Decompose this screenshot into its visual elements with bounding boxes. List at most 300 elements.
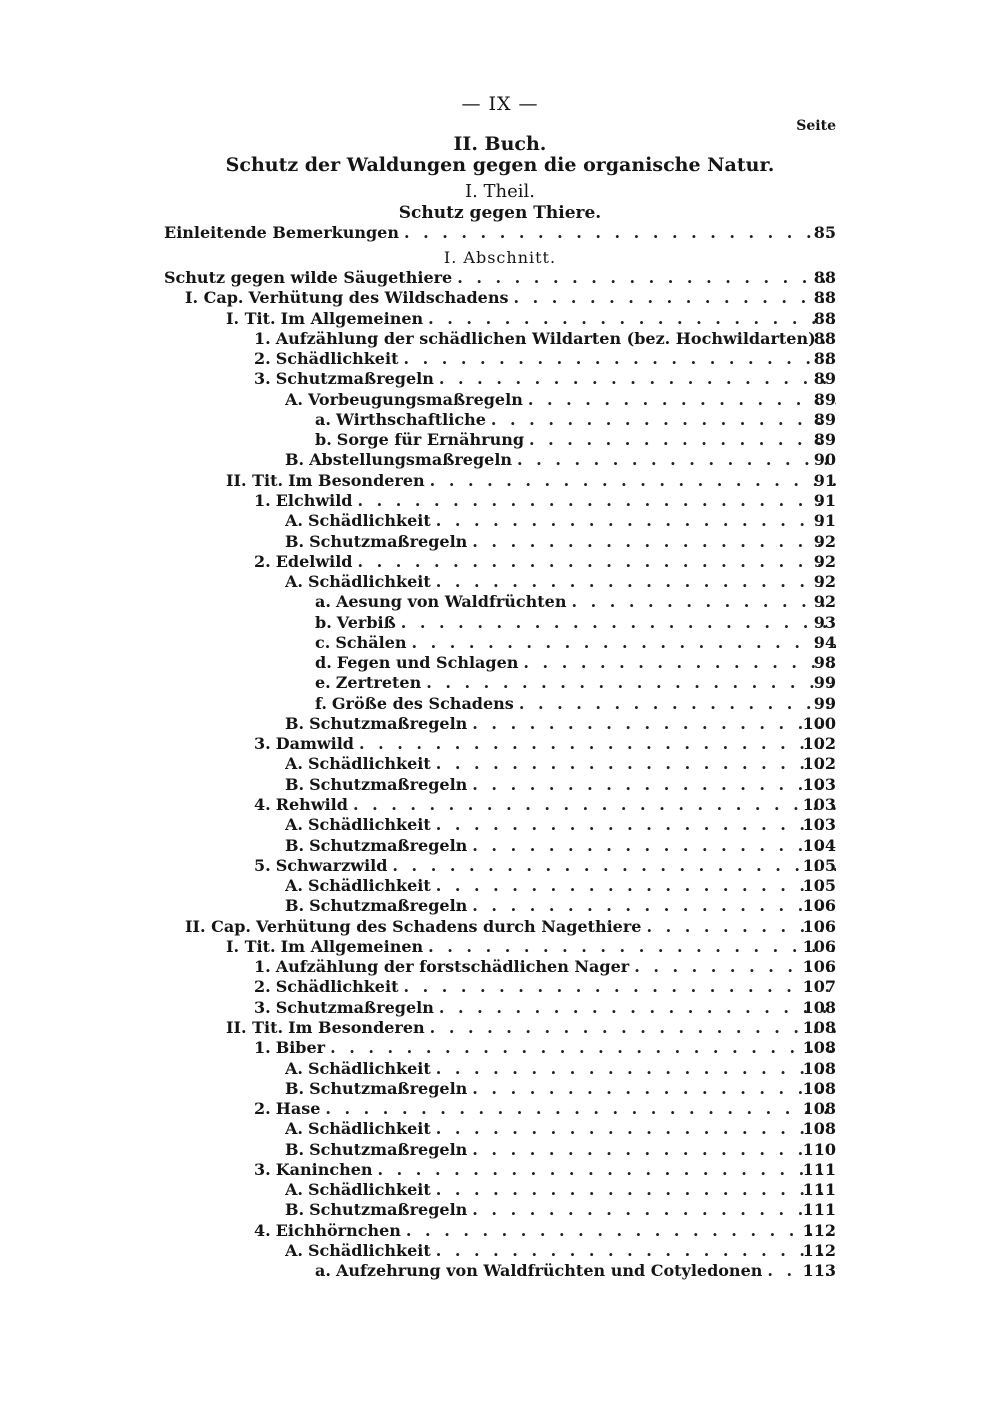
toc-entry-number: 3. [254,369,271,389]
toc-row [0,733,1000,753]
toc-entry [254,1220,836,1240]
toc-entry-label: Schädlichkeit [307,1119,431,1139]
toc-entry-label: Kaninchen [275,1159,373,1179]
toc-page-number: 108 [802,1099,836,1119]
toc-row [0,875,1000,895]
toc-entry-number: B. [285,531,305,551]
toc-entry [254,368,836,388]
toc-entry-label: Schädlichkeit [307,1058,431,1078]
toc-page-number: 106 [802,896,836,916]
toc-entry-number: A. [285,876,303,896]
toc-entry [254,794,836,814]
toc-entry-label: Schutzmaßregeln [275,369,434,389]
dot-leader [436,512,836,530]
dot-leader [436,1060,836,1078]
toc-entry-label: Schädlichkeit [275,349,399,369]
dot-leader [517,451,836,469]
toc-entry-label: Zertreten [335,673,422,693]
toc-page-number: 94 [813,632,836,652]
toc-page-number: 88 [813,349,836,369]
toc-entry-number: a. [315,1261,331,1281]
toc-page-number: 92 [813,551,836,571]
toc-entry [315,693,836,713]
dot-leader [457,269,836,287]
toc-entry [285,1058,836,1078]
toc-entry [254,1037,836,1057]
toc-entry-number: 4. [254,1220,271,1240]
toc-entry-number: 3. [254,997,271,1017]
toc-entry [254,348,836,368]
toc-entry [285,1078,836,1098]
toc-page-number: 103 [802,815,836,835]
dot-leader [353,796,836,814]
dot-leader [403,978,836,996]
toc-entry [315,632,836,652]
toc-row [0,1058,1000,1078]
toc-page-number: 98 [813,653,836,673]
heading-theil: I. Theil. [464,181,536,202]
toc-page-number: 88 [813,328,836,348]
toc-page-number: 99 [813,673,836,693]
toc-entry-label: Aesung von Waldfrüchten [335,592,567,612]
toc-entry-number: 3. [254,734,271,754]
toc-page-number: 102 [802,734,836,754]
dot-leader [430,472,836,490]
dot-leader [472,1080,836,1098]
toc-page-number: 91 [813,470,836,490]
heading-buch: II. Buch. [453,133,547,155]
toc-entry-number: B. [285,450,305,470]
toc-entry-label: Aufzählung der forstschädlichen Nager [275,957,630,977]
toc-page-number: 88 [813,288,836,308]
dot-leader [472,715,836,733]
toc-entry-number: 2. [254,977,271,997]
toc-entry-number: A. [285,1180,303,1200]
toc-page-number: 111 [802,1200,836,1220]
toc-entry-number: I. Cap. [185,288,244,308]
dot-leader [412,634,837,652]
dot-leader [436,877,836,895]
toc-page-number: 92 [813,572,836,592]
dot-leader [428,938,836,956]
dot-leader [330,1039,836,1057]
toc-page-number: 91 [813,490,836,510]
toc-entry [285,510,836,530]
toc-row [0,1078,1000,1098]
toc-entry-number: I. Tit. [226,936,276,956]
dot-leader [439,370,836,388]
toc-page-number: 89 [813,409,836,429]
dot-leader [472,533,836,551]
toc-entry [285,449,836,469]
toc-row [0,1240,1000,1260]
dot-leader [436,755,836,773]
dot-leader [523,654,836,672]
toc-entry-label: Aufzählung der schädlichen Wildarten (bez. Hochwildarten) [275,328,816,348]
toc-row [0,429,1000,449]
toc-entry-number: d. [315,653,332,673]
toc-row [0,328,1000,348]
toc-row [0,1098,1000,1118]
toc-entry-label: Fegen und Schlagen [336,653,519,673]
toc-page-number: 110 [802,1139,836,1159]
dot-leader [439,999,836,1017]
toc-entry-number: I. Tit. [226,308,276,328]
toc-page-number: 88 [813,268,836,287]
toc-entry-number: 1. [254,490,271,510]
toc-page-number: 108 [802,1058,836,1078]
heading-subtitle: Schutz gegen Thiere. [398,203,602,223]
toc-entry [285,875,836,895]
toc-entry-number: 4. [254,795,271,815]
toc-entry [315,1260,836,1280]
toc-page-number: 105 [802,876,836,896]
toc-entry-number: B. [285,896,305,916]
toc-row [0,1260,1000,1280]
toc-entry [254,490,836,510]
dot-leader [571,593,836,611]
toc-entry-label: Im Besonderen [288,470,425,490]
toc-entry [315,672,836,692]
toc-page-number: 89 [813,430,836,450]
toc-entry-label: Schädlichkeit [307,1180,431,1200]
toc-row [0,1017,1000,1037]
toc-row [0,632,1000,652]
toc-entry [185,287,836,307]
toc-entry-label: Schutzmaßregeln [309,896,468,916]
dot-leader [519,695,836,713]
toc-entry-label: Edelwild [275,551,353,571]
dot-leader [436,573,836,591]
dot-leader [472,1141,836,1159]
toc-page-number: 112 [802,1240,836,1260]
toc-entry-label: Schutzmaßregeln [309,1078,468,1098]
heading-abschnitt: I. Abschnitt. [443,248,557,267]
dot-leader [491,411,836,429]
toc-entry-label: Schutz gegen wilde Säugethiere [164,268,453,287]
toc-entry-label: Schutzmaßregeln [309,713,468,733]
toc-row [0,936,1000,956]
toc-entry-number: B. [285,1200,305,1220]
toc-entry [285,753,836,773]
dot-leader [359,735,836,753]
toc-entry-number: e. [315,673,331,693]
dot-leader [528,391,836,409]
toc-page-number: 107 [802,977,836,997]
toc-entry-label: Aufzehrung von Waldfrüchten und Cotyledonen [335,1261,763,1281]
toc-entry [226,1017,836,1037]
toc-entry-number: A. [285,1240,303,1260]
toc-row [0,510,1000,530]
toc-row [0,916,1000,936]
toc-entry-number: f. [315,693,327,713]
toc-entry [285,835,836,855]
toc-page-number: 106 [802,936,836,956]
toc-entry [254,328,836,348]
toc-row [0,693,1000,713]
toc-entry-label: Schutzmaßregeln [309,835,468,855]
toc-row [0,895,1000,915]
toc-entry-label: Verbiß [336,612,396,632]
toc-page-number: 113 [802,1261,836,1281]
toc-entry-label: Schutzmaßregeln [309,1200,468,1220]
toc-entry-label: Schutzmaßregeln [309,1139,468,1159]
toc-entry [254,1098,836,1118]
dot-leader [404,224,836,242]
toc-entry-label: Einleitende Bemerkungen [164,223,399,242]
toc-entry-label: Schädlichkeit [307,511,431,531]
toc-entry-number: A. [285,511,303,531]
toc-page-number: 108 [802,1119,836,1139]
toc-entry-label: Größe des Schadens [331,693,514,713]
toc-page-number: 111 [802,1180,836,1200]
toc-row [0,672,1000,692]
toc-entry-number: A. [285,572,303,592]
toc-page-number: 92 [813,531,836,551]
toc-page-number: 90 [813,450,836,470]
toc-entry-label: Schädlichkeit [275,977,399,997]
toc-row [0,1037,1000,1057]
dot-leader [406,1222,836,1240]
toc-row [0,591,1000,611]
toc-page-number: 112 [802,1220,836,1240]
toc-entry-label: Wirthschaftliche [335,409,486,429]
toc-entry-label: Biber [275,1038,326,1058]
dot-leader [428,310,836,328]
toc-entry-number: A. [285,754,303,774]
toc-row [0,814,1000,834]
heading-title: Schutz der Waldungen gegen die organische Natur. [225,154,775,176]
toc-page-number: 88 [813,308,836,328]
toc-page-number: 93 [813,612,836,632]
toc-entry-number: A. [285,815,303,835]
toc-row [0,531,1000,551]
toc-row [0,612,1000,632]
page-number: — IX — [461,93,539,115]
toc-entry-number: 1. [254,957,271,977]
toc-row [0,470,1000,490]
toc-row [0,449,1000,469]
dot-leader [472,897,836,915]
toc-entry-label: Elchwild [275,490,353,510]
toc-page-number: 108 [802,1038,836,1058]
toc-entry-number: b. [315,430,332,450]
toc-entry [315,612,836,632]
toc-entry-label: Damwild [275,734,354,754]
toc-entry-label: Abstellungsmaßregeln [309,450,513,470]
toc-row [0,1159,1000,1179]
dot-leader [426,674,836,692]
dot-leader [472,837,836,855]
dot-leader [392,857,836,875]
toc-entry [315,409,836,429]
toc-page-number: 111 [802,1159,836,1179]
toc-entry-number: a. [315,592,331,612]
toc-row [0,222,1000,242]
toc-page-number: 100 [802,713,836,733]
toc-entry-label: Verhütung des Schadens durch Nagethiere [255,916,642,936]
toc-entry-number: 5. [254,855,271,875]
toc-entry [254,956,836,976]
toc-entry [285,1199,836,1219]
toc-entry-number: B. [285,774,305,794]
toc-entry [254,997,836,1017]
toc-entry-number: 3. [254,1159,271,1179]
toc-entry-label: Schädlichkeit [307,754,431,774]
toc-entry-number: II. Cap. [185,916,251,936]
toc-row [0,835,1000,855]
toc-entry-number: 1. [254,1038,271,1058]
toc-entry [254,976,836,996]
toc-row [0,1118,1000,1138]
toc-entry [285,814,836,834]
toc-row [0,368,1000,388]
toc-entry-number: a. [315,409,331,429]
toc-row [0,753,1000,773]
toc-entry [226,936,836,956]
toc-entry [285,1179,836,1199]
toc-page-number: 105 [802,855,836,875]
dot-leader [513,289,836,307]
toc-entry-label: Schädlichkeit [307,876,431,896]
dot-leader [325,1100,836,1118]
toc-entry [185,916,836,936]
dot-leader [436,816,836,834]
dot-leader [403,350,836,368]
toc-entry [285,1118,836,1138]
toc-entry-number: A. [285,389,303,409]
toc-page-number: 103 [802,774,836,794]
toc-entry-label: Schädlichkeit [307,572,431,592]
toc-entry [285,531,836,551]
toc-entry [164,222,836,242]
toc-page-number: 106 [802,916,836,936]
dot-leader [472,1201,836,1219]
toc-entry [285,774,836,794]
toc-entry [254,551,836,571]
toc-row [0,1199,1000,1219]
toc-entry-number: B. [285,1078,305,1098]
toc-entry-number: c. [315,632,331,652]
toc-entry [226,470,836,490]
toc-row [0,287,1000,307]
toc-row [0,1139,1000,1159]
toc-entry-number: 2. [254,349,271,369]
dot-leader [401,614,836,632]
toc-entry [285,571,836,591]
toc-page-number: 103 [802,795,836,815]
toc-page-number: 104 [802,835,836,855]
toc-entry-label: Schutzmaßregeln [309,531,468,551]
toc-entry-number: A. [285,1119,303,1139]
toc-entry-label: Verhütung des Wildschadens [248,288,509,308]
toc-row [0,389,1000,409]
toc-row [0,652,1000,672]
toc-entry [285,713,836,733]
toc-entry-label: Schädlichkeit [307,815,431,835]
toc-entry-label: Sorge für Ernährung [336,430,525,450]
toc-entry-label: Im Allgemeinen [280,308,424,328]
toc-entry [315,591,836,611]
toc-entry-number: 2. [254,1099,271,1119]
toc-entry-number: A. [285,1058,303,1078]
dot-leader [357,553,836,571]
toc-entry-number: II. Tit. [226,470,284,490]
toc-entry-label: Eichhörnchen [275,1220,401,1240]
toc-row [0,571,1000,591]
toc-entry [315,652,836,672]
toc-row [0,774,1000,794]
toc-entry-number: II. Tit. [226,1017,284,1037]
toc-entry [315,429,836,449]
toc-entry-label: Schwarzwild [275,855,388,875]
toc-row [0,956,1000,976]
toc-row [0,308,1000,328]
toc-entry-label: Im Allgemeinen [280,936,424,956]
toc-page-number: 108 [802,1078,836,1098]
toc-row [0,409,1000,429]
toc-entry [254,1159,836,1179]
toc-entry [254,733,836,753]
toc-entry-label: Schutzmaßregeln [275,997,434,1017]
toc-entry-label: Schutzmaßregeln [309,774,468,794]
toc-entry-number: 1. [254,328,271,348]
toc-row [0,855,1000,875]
toc-page-number: 102 [802,754,836,774]
toc-entry-label: Hase [275,1099,321,1119]
toc-entry-label: Vorbeugungsmaßregeln [307,389,523,409]
toc-row [0,348,1000,368]
toc-entry [164,267,836,287]
toc-entry-number: B. [285,1139,305,1159]
toc-row [0,976,1000,996]
dot-leader [436,1181,836,1199]
toc-row [0,267,1000,287]
toc-row [0,551,1000,571]
toc-page-number: 99 [813,693,836,713]
toc-entry [226,308,836,328]
seite-label: Seite [796,118,836,134]
toc-page-number: 85 [813,223,836,242]
toc-entry [285,895,836,915]
toc-page-number: 91 [813,511,836,531]
toc-row [0,713,1000,733]
toc-entry-number: 2. [254,551,271,571]
toc-entry-label: Schädlichkeit [307,1240,431,1260]
toc-page-number: 89 [813,389,836,409]
dot-leader [529,431,836,449]
toc-row [0,997,1000,1017]
toc-entry-label: Rehwild [275,795,348,815]
toc-row [0,1179,1000,1199]
dot-leader [436,1120,836,1138]
toc-entry-label: Schälen [335,632,407,652]
toc-page-number: 106 [802,957,836,977]
toc-row [0,794,1000,814]
toc-entry [285,1139,836,1159]
toc-entry-label: Im Besonderen [288,1017,425,1037]
dot-leader [378,1161,836,1179]
toc-row [0,1220,1000,1240]
dot-leader [436,1242,836,1260]
toc-entry-number: b. [315,612,332,632]
toc-entry-number: B. [285,713,305,733]
toc-page-number: 108 [802,997,836,1017]
dot-leader [357,492,836,510]
toc-entry [285,389,836,409]
toc-row [0,490,1000,510]
toc-entry-number: B. [285,835,305,855]
